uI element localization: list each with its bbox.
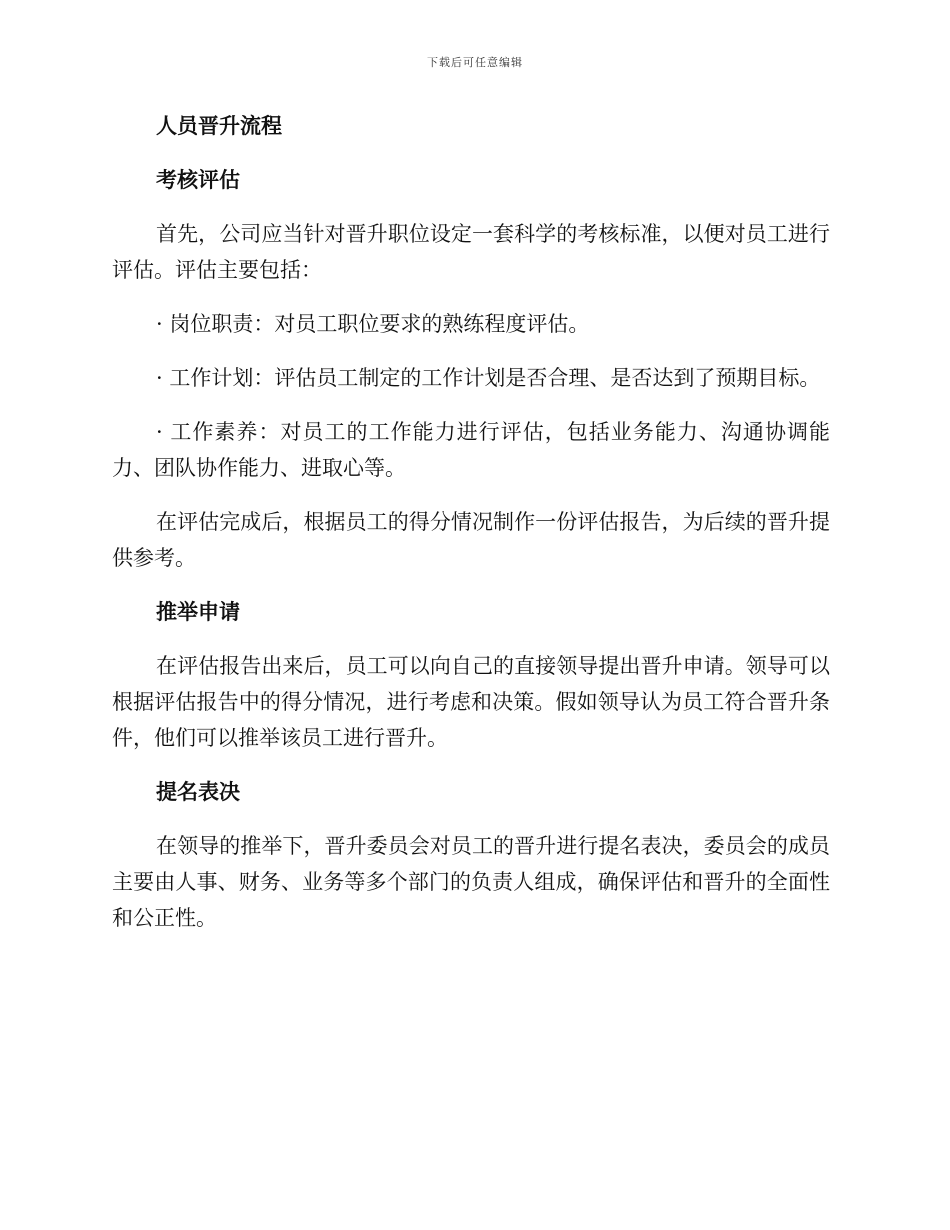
paragraph: 在评估报告出来后，员工可以向自己的直接领导提出晋升申请。领导可以根据评估报告中的得分情况，进行考虑和决策。假如领导认为员工符合晋升条件，他们可以推举该员工进行晋升。 — [112, 654, 830, 750]
document-body — [112, 108, 830, 954]
section-heading-assessment: 考核评估 — [156, 168, 240, 192]
section-heading-nomination-request: 推举申请 — [156, 600, 240, 624]
document-title: 人员晋升流程 — [156, 114, 282, 138]
bullet-item-work-quality: · 工作素养：对员工的工作能力进行评估，包括业务能力、沟通协调能力、团队协作能力、进取心等。 — [112, 420, 830, 480]
paragraph: 在评估完成后，根据员工的得分情况制作一份评估报告，为后续的晋升提供参考。 — [112, 510, 830, 570]
paragraph: 首先，公司应当针对晋升职位设定一套科学的考核标准，以便对员工进行评估。评估主要包括： — [112, 222, 830, 282]
section-heading-vote: 提名表决 — [156, 780, 240, 804]
paragraph: 在领导的推举下，晋升委员会对员工的晋升进行提名表决，委员会的成员主要由人事、财务、业务等多个部门的负责人组成，确保评估和晋升的全面性和公正性。 — [112, 834, 830, 930]
bullet-item-job-duties: · 岗位职责：对员工职位要求的熟练程度评估。 — [156, 312, 590, 336]
page-header: 下载后可任意编辑 — [427, 56, 523, 69]
bullet-item-work-plan: · 工作计划：评估员工制定的工作计划是否合理、是否达到了预期目标。 — [156, 366, 821, 390]
